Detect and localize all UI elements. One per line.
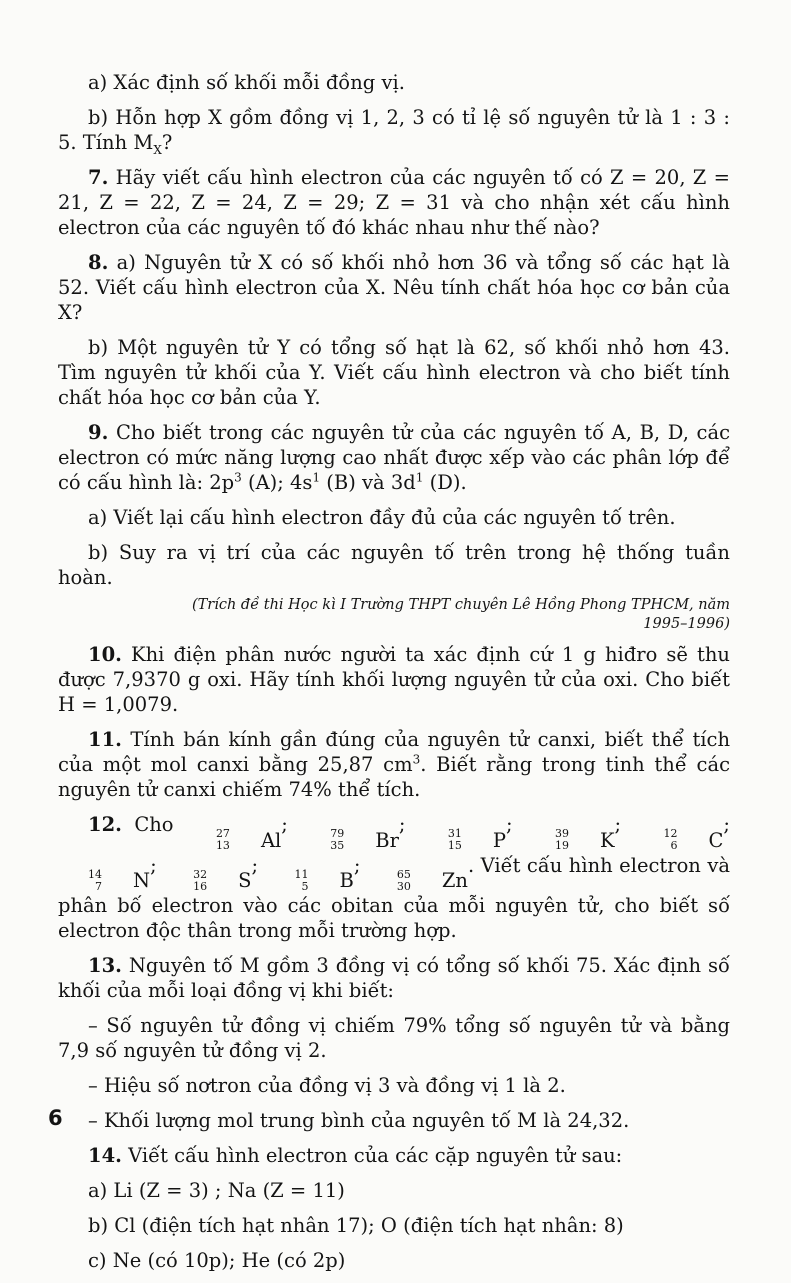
element-symbol: S xyxy=(238,869,252,892)
mass-number: 14 xyxy=(88,867,102,881)
nuclide-n xyxy=(58,868,150,893)
nuclide-zn xyxy=(367,868,468,893)
atomic-number: 13 xyxy=(215,839,230,852)
separator: ; xyxy=(281,813,301,836)
q9-sup-3: 1 xyxy=(415,470,424,485)
mass-number: 39 xyxy=(554,827,569,840)
nuclide-numbers xyxy=(418,828,462,852)
q13-condition-1: – Số nguyên tử đồng vị chiếm 79% tổng số nguyên tử và bằng 7,9 số nguyên tử đồng vị 2. xyxy=(58,1014,730,1062)
q13-text: Nguyên tố M gồm 3 đồng vị có tổng số khối 75. Xác định số khối của mỗi loại đồng vị khi biết: xyxy=(58,954,730,1002)
mass-number: 79 xyxy=(330,827,345,840)
q6-part-b xyxy=(58,105,730,155)
atomic-number: 16 xyxy=(193,879,208,893)
nuclide-numbers xyxy=(186,828,230,852)
mass-number: 32 xyxy=(193,867,208,881)
q8-number: 8. xyxy=(88,251,109,274)
q9-mid-1: (A); 4s xyxy=(241,471,313,494)
page-content xyxy=(58,70,730,1283)
nuclide-al xyxy=(186,828,281,853)
q7-number: 7. xyxy=(88,166,109,189)
q9-part-a: a) Viết lại cấu hình electron đầy đủ của các nguyên tố trên. xyxy=(88,506,676,529)
q6-part-b-subscript: X xyxy=(153,142,162,157)
q6-part-b-text: b) Hỗn hợp X gồm đồng vị 1, 2, 3 có tỉ lệ số nguyên tử là 1 : 3 : 5. Tính M xyxy=(58,106,730,154)
nuclide-numbers xyxy=(264,869,308,893)
separator: . xyxy=(467,853,481,877)
q9-end: (D). xyxy=(423,471,467,494)
nuclide-s xyxy=(163,868,251,893)
nuclide-b xyxy=(264,868,353,893)
nuclide-numbers xyxy=(58,869,102,893)
mass-number: 65 xyxy=(396,867,411,881)
q8-part-a: a) Nguyên tử X có số khối nhỏ hơn 36 và tổng số các hạt là 52. Viết cấu hình electron của X. Nêu tính chất hóa học cơ bản của X? xyxy=(58,251,730,324)
mass-number: 12 xyxy=(663,827,678,840)
q10-text: Khi điện phân nước người ta xác định cứ 1 g hiđro sẽ thu được 7,9370 g oxi. Hãy tính khối lượng nguyên tử của oxi. Cho biết H = 1,0079. xyxy=(58,643,730,716)
separator: ; xyxy=(251,853,265,877)
q9-source-line-1: (Trích đề thi Học kì I Trường THPT chuyên Lê Hồng Phong TPHCM, năm xyxy=(191,597,730,613)
q14-number: 14. xyxy=(88,1144,122,1167)
q12-text: Viết cấu hình electron và phân bố electron vào các obitan của mỗi nguyên tử, cho biết số electron độc thân trong mỗi trường hợp. xyxy=(58,853,730,942)
question-7 xyxy=(58,165,730,240)
q9-text: Cho biết trong các nguyên tử của các nguyên tố A, B, D, các electron có mức năng lượng cao nhất được xếp vào các phân lớp để có cấu hình là: 2p xyxy=(58,421,730,494)
q13-condition-2: – Hiệu số nơtron của đồng vị 3 và đồng vị 1 là 2. xyxy=(88,1074,566,1097)
element-symbol: Al xyxy=(260,828,282,852)
element-symbol: B xyxy=(339,869,354,892)
nuclide-numbers xyxy=(525,828,569,852)
mass-number: 11 xyxy=(294,867,309,881)
q6-part-a: a) Xác định số khối mỗi đồng vị. xyxy=(88,71,405,94)
q9-number: 9. xyxy=(88,421,109,444)
q11-sup: 3 xyxy=(412,752,421,767)
atomic-number: 7 xyxy=(95,879,102,893)
atomic-number: 5 xyxy=(301,879,309,893)
question-10 xyxy=(58,642,730,717)
separator: ; xyxy=(723,813,730,836)
nuclide-numbers xyxy=(300,828,344,852)
atomic-number: 35 xyxy=(330,839,345,852)
q12-number: 12. xyxy=(88,813,122,836)
q9-sup-2: 1 xyxy=(312,470,321,485)
nuclide-numbers xyxy=(367,869,411,893)
element-symbol: Br xyxy=(375,828,399,852)
q10-number: 10. xyxy=(88,643,122,666)
q14-text: Viết cấu hình electron của các cặp nguyên tử sau: xyxy=(121,1144,623,1167)
question-11 xyxy=(58,727,730,802)
question-12 xyxy=(58,812,730,943)
mass-number: 31 xyxy=(447,827,462,840)
q12-lead: Cho xyxy=(121,813,186,836)
separator: ; xyxy=(398,813,418,836)
separator: ; xyxy=(353,853,367,877)
q9-sup-1: 3 xyxy=(234,470,242,485)
element-symbol: C xyxy=(708,828,724,852)
q14-part-a: a) Li (Z = 3) ; Na (Z = 11) xyxy=(88,1179,345,1202)
q9-mid-2: (B) và 3d xyxy=(320,471,416,494)
nuclide-br xyxy=(300,828,399,853)
separator: ; xyxy=(505,813,525,836)
q14-part-c: c) Ne (có 10p); He (có 2p) xyxy=(88,1249,346,1272)
separator: ; xyxy=(150,853,164,877)
atomic-number: 19 xyxy=(554,839,569,852)
separator: ; xyxy=(614,813,634,836)
question-9 xyxy=(58,420,730,495)
nuclide-numbers xyxy=(634,828,678,852)
nuclide-numbers xyxy=(163,869,207,893)
question-14 xyxy=(58,1143,730,1168)
nuclide-p xyxy=(418,828,506,853)
q11-end: . Biết rằng trong tinh thể các nguyên tử canxi chiếm 74% thể tích. xyxy=(58,753,730,801)
atomic-number: 6 xyxy=(670,839,678,852)
element-symbol: Zn xyxy=(441,869,468,892)
q6-part-b-end: ? xyxy=(161,131,173,154)
q9-part-b: b) Suy ra vị trí của các nguyên tố trên trong hệ thống tuần hoàn. xyxy=(58,541,730,589)
q14-part-b: b) Cl (điện tích hạt nhân 17); O (điện tích hạt nhân: 8) xyxy=(88,1214,624,1237)
q11-text: Tính bán kính gần đúng của nguyên tử canxi, biết thể tích của một mol canxi bằng 25,87 cm xyxy=(58,728,730,776)
element-symbol: K xyxy=(599,828,615,852)
atomic-number: 30 xyxy=(396,879,411,893)
question-13 xyxy=(58,953,730,1003)
q13-condition-3: – Khối lượng mol trung bình của nguyên tố M là 24,32. xyxy=(88,1109,630,1132)
question-8-a xyxy=(58,250,730,325)
mass-number: 27 xyxy=(215,827,230,840)
question-8-b: b) Một nguyên tử Y có tổng số hạt là 62, số khối nhỏ hơn 43. Tìm nguyên tử khối của Y. Viết cấu hình electron và cho biết tính chất hóa học cơ bản của Y. xyxy=(58,336,730,409)
atomic-number: 15 xyxy=(447,839,462,852)
nuclide-k xyxy=(525,828,615,853)
q9-source xyxy=(58,596,730,634)
element-symbol: N xyxy=(133,869,151,892)
q13-number: 13. xyxy=(88,954,122,977)
q7-text: Hãy viết cấu hình electron của các nguyên tố có Z = 20, Z = 21, Z = 22, Z = 24, Z = 29; Z = 31 và cho nhận xét cấu hình electron của các nguyên tố đó khác nhau như thế nào? xyxy=(58,166,730,239)
element-symbol: P xyxy=(492,828,506,852)
q9-source-line-2: 1995–1996) xyxy=(643,616,730,632)
nuclide-c xyxy=(634,828,724,853)
q11-number: 11. xyxy=(88,728,122,751)
page-number: 6 xyxy=(48,1106,63,1130)
